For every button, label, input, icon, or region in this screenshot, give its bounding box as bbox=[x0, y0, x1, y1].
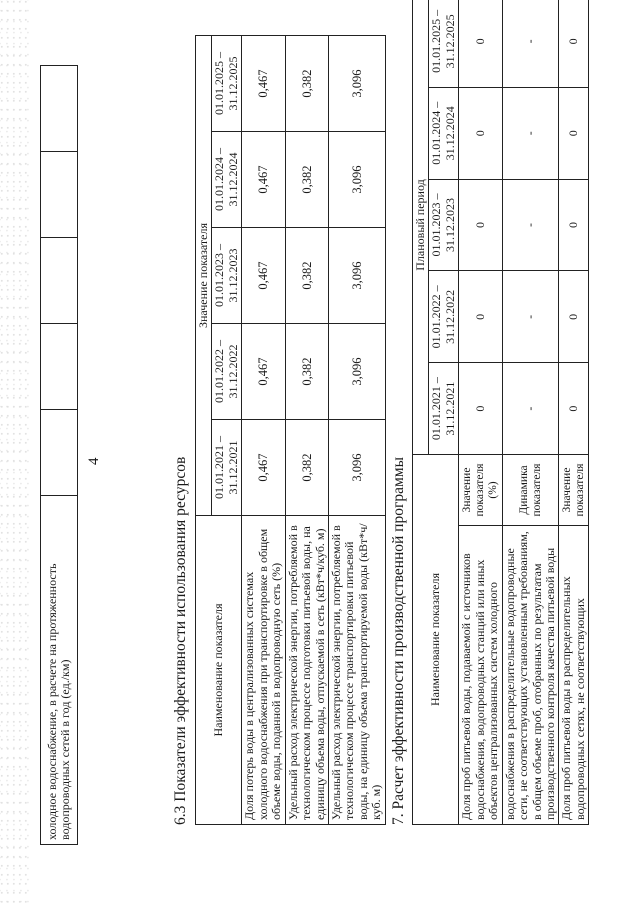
indicator-value: 0,467 bbox=[242, 36, 285, 132]
continuation-table bbox=[40, 65, 78, 845]
empty-cell bbox=[41, 66, 78, 152]
indicator-value: - bbox=[502, 87, 559, 179]
empty-cell bbox=[41, 152, 78, 238]
header-period: 01.01.2023 – 31.12.2023 bbox=[429, 179, 459, 271]
indicator-name: Доля потерь воды в централизованных системах холодного водоснабжения при транспортировке в общем объеме воды, поданной в водопроводную сеть (%) bbox=[242, 516, 285, 825]
indicator-value: 0 bbox=[559, 0, 589, 87]
indicator-value: 0,382 bbox=[285, 132, 328, 228]
indicator-unit: Значение показателя (%) bbox=[459, 455, 502, 526]
indicator-name: водоснабжения в распределительные водопроводные сети, не соответствующих установленным требованиям, в общем объеме проб, отобранных по результатам производственного контроля качества питьевой воды bbox=[502, 526, 559, 825]
empty-cell bbox=[41, 324, 78, 410]
indicator-value: 3,096 bbox=[328, 228, 385, 324]
indicator-name: Доля проб питьевой воды, подаваемой с источников водоснабжения, водопроводных станций или иных объектов централизованных систем холодного bbox=[459, 526, 502, 825]
indicator-value: 3,096 bbox=[328, 36, 385, 132]
indicator-value: 3,096 bbox=[328, 420, 385, 516]
table-header-row bbox=[196, 36, 212, 825]
header-period: 01.01.2023 – 31.12.2023 bbox=[212, 228, 242, 324]
indicator-name: Удельный расход электрической энергии, потребляемой в технологическом процессе подготовки питьевой воды, на единицу объема воды, отпускаемой в сеть (кВт*ч/куб. м) bbox=[285, 516, 328, 825]
indicator-value: 0,467 bbox=[242, 132, 285, 228]
indicator-value: 0 bbox=[459, 363, 502, 455]
resource-efficiency-table bbox=[195, 35, 386, 825]
header-period: 01.01.2021 – 31.12.2021 bbox=[429, 363, 459, 455]
empty-cell bbox=[41, 238, 78, 324]
indicator-name: Удельный расход электрической энергии, потребляемой в технологическом процессе транспортировки питьевой воды, на единицу объема транспортируемой воды (кВт*ч/куб. м) bbox=[328, 516, 385, 825]
indicator-value: - bbox=[502, 363, 559, 455]
indicator-value: 0,382 bbox=[285, 228, 328, 324]
indicator-value: - bbox=[502, 179, 559, 271]
indicator-unit: Динамика показателя bbox=[502, 455, 559, 526]
indicator-value: 0,382 bbox=[285, 324, 328, 420]
indicator-value: 0 bbox=[459, 179, 502, 271]
indicator-value: - bbox=[502, 0, 559, 87]
indicator-value: 0,467 bbox=[242, 228, 285, 324]
table-row bbox=[502, 0, 559, 825]
header-period: 01.01.2022 – 31.12.2022 bbox=[429, 271, 459, 363]
indicator-value: 0 bbox=[459, 87, 502, 179]
table-row bbox=[459, 0, 502, 825]
table-header-row bbox=[413, 0, 429, 825]
indicator-name: Доля проб питьевой воды в распределительных водопроводных сетях, не соответствующих bbox=[559, 526, 589, 825]
indicator-value: 3,096 bbox=[328, 324, 385, 420]
header-period: 01.01.2024 – 31.12.2024 bbox=[212, 132, 242, 228]
indicator-value: 0,467 bbox=[242, 420, 285, 516]
header-indicator-name: Наименование показателя bbox=[196, 516, 242, 825]
header-period: 01.01.2025 – 31.12.2025 bbox=[429, 0, 459, 87]
indicator-name: холодное водоснабжение, в расчете на протяженность водопроводных сетей в год (ед./км) bbox=[41, 496, 78, 845]
indicator-value: 0 bbox=[559, 179, 589, 271]
indicator-value: 0,382 bbox=[285, 420, 328, 516]
section-6-3-title: 6.3 Показатели эффективности использования ресурсов bbox=[172, 456, 189, 825]
program-efficiency-table bbox=[412, 0, 589, 825]
empty-cell bbox=[41, 410, 78, 496]
indicator-unit: Значение показателя bbox=[559, 455, 589, 526]
header-period: 01.01.2022 – 31.12.2022 bbox=[212, 324, 242, 420]
indicator-value: 0 bbox=[559, 87, 589, 179]
indicator-value: 0 bbox=[559, 363, 589, 455]
table-row bbox=[242, 36, 285, 825]
indicator-value: 0 bbox=[559, 271, 589, 363]
header-plan-period-group: Плановый период bbox=[413, 0, 429, 455]
table-row bbox=[559, 0, 589, 825]
header-value-group: Значение показателя bbox=[196, 36, 212, 516]
table-row bbox=[285, 36, 328, 825]
table-row bbox=[328, 36, 385, 825]
header-indicator-name: Наименование показателя bbox=[413, 455, 459, 825]
table-row bbox=[41, 66, 78, 845]
page-number: 4 bbox=[86, 457, 102, 465]
indicator-value: 3,096 bbox=[328, 132, 385, 228]
section-7-title: 7. Расчет эффективности производственной программы bbox=[390, 457, 407, 825]
indicator-value: 0,382 bbox=[285, 36, 328, 132]
indicator-value: 0 bbox=[459, 271, 502, 363]
indicator-value: 0,467 bbox=[242, 324, 285, 420]
header-period: 01.01.2025 – 31.12.2025 bbox=[212, 36, 242, 132]
indicator-value: - bbox=[502, 271, 559, 363]
indicator-value: 0 bbox=[459, 0, 502, 87]
header-period: 01.01.2024 – 31.12.2024 bbox=[429, 87, 459, 179]
header-period: 01.01.2021 – 31.12.2021 bbox=[212, 420, 242, 516]
